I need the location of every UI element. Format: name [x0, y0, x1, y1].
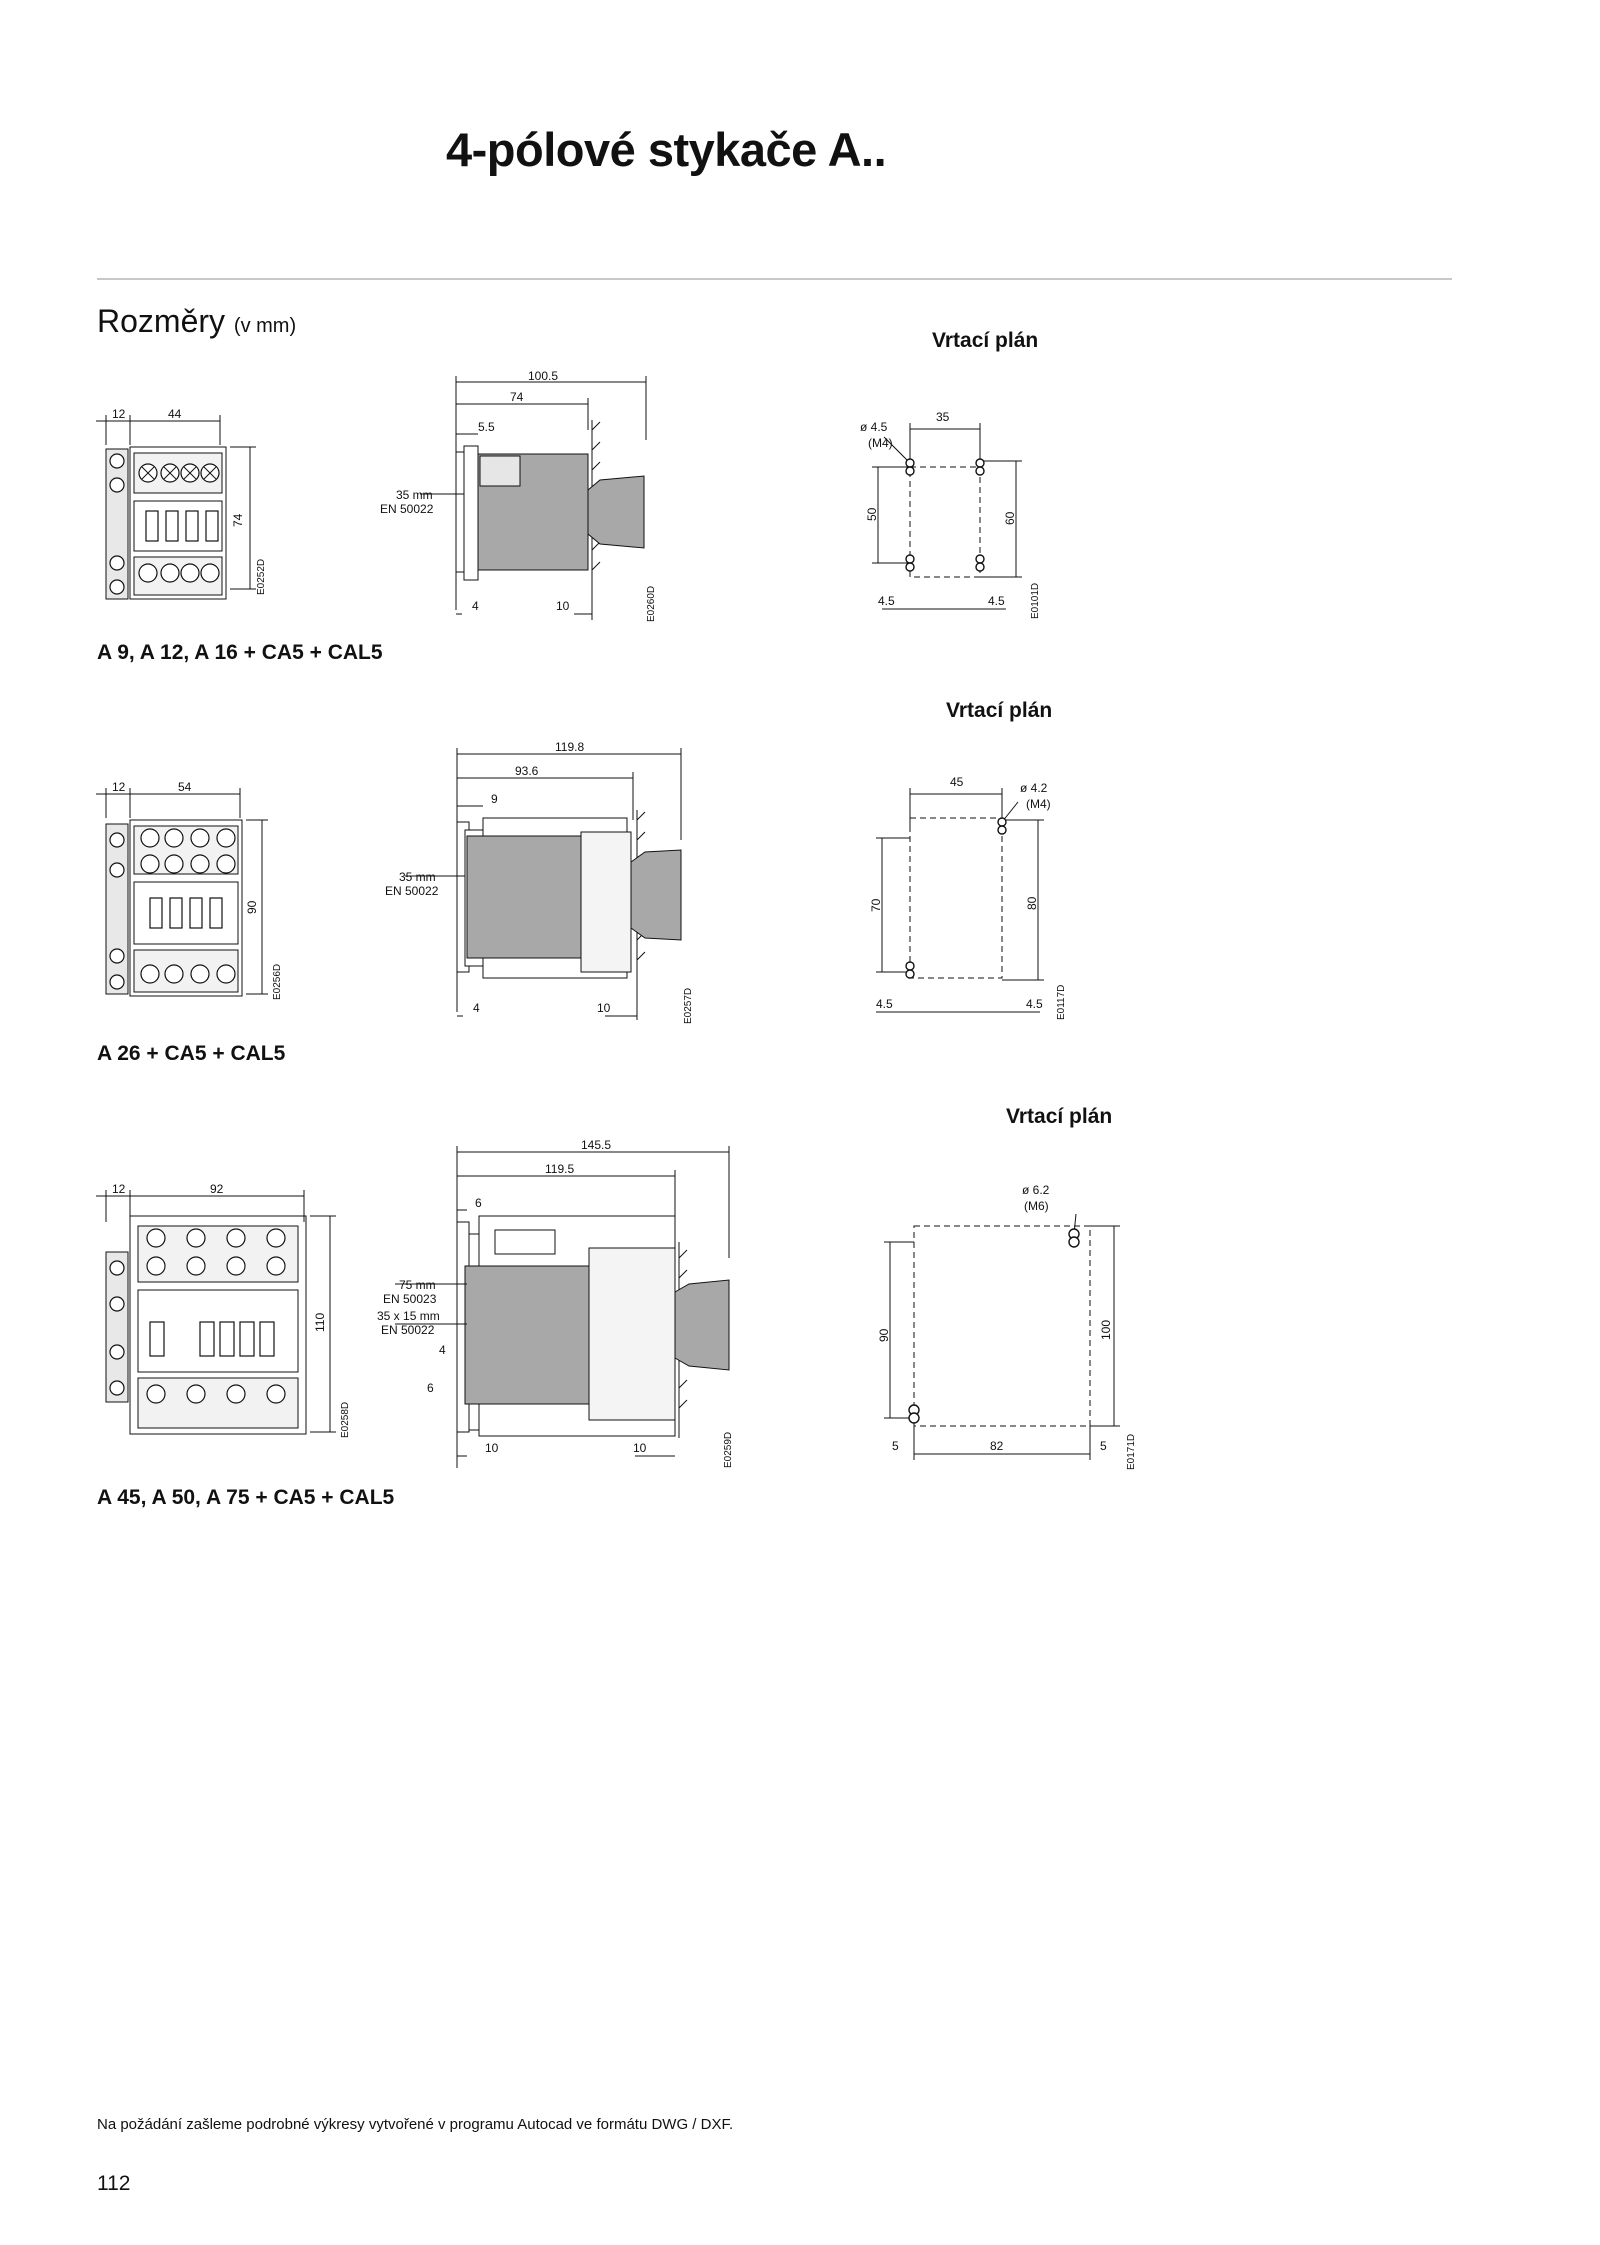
divider: [97, 278, 1452, 280]
side-dim-small-a-3: 4: [439, 1343, 446, 1357]
drill-span-y-total-1: 60: [1003, 511, 1017, 525]
side-dim-offset-2: 9: [491, 792, 498, 806]
drill-edge-left-2: 4.5: [876, 997, 893, 1011]
side-dim-total-1: 100.5: [528, 369, 559, 383]
drill-code-2: E0117D: [1056, 984, 1067, 1020]
drill-code-3: E0171D: [1126, 1433, 1137, 1470]
page-title: 4-pólové stykače A..: [446, 123, 887, 176]
group-caption-1: A 9, A 12, A 16 + CA5 + CAL5: [97, 641, 383, 664]
front-dim-main-3: 92: [210, 1182, 224, 1196]
front-dim-height-2: 90: [245, 900, 259, 914]
front-dim-height-1: 74: [231, 513, 245, 527]
front-code-2: E0256D: [272, 963, 283, 1000]
section-heading: [97, 303, 296, 340]
side-rail-std-3: EN 50023: [383, 1292, 437, 1306]
front-view-drawing-1: [90, 405, 270, 605]
side-rail2-std-3: EN 50022: [381, 1323, 435, 1337]
drill-span-y-total-2: 80: [1025, 896, 1039, 910]
drill-edge-right-3: 5: [1100, 1439, 1107, 1453]
front-dim-height-3: 110: [313, 1312, 327, 1332]
side-dim-offset-1: 5.5: [478, 420, 495, 434]
side-view-drawing-2: [375, 740, 695, 1030]
group-caption-3: A 45, A 50, A 75 + CA5 + CAL5: [97, 1486, 395, 1509]
drill-edge-left-3: 5: [892, 1439, 899, 1453]
side-dim-depth-1: 74: [510, 390, 524, 404]
side-view-drawing-1: [360, 370, 660, 630]
side-dim-total-2: 119.8: [555, 740, 585, 754]
drill-span-y-2: 70: [869, 898, 883, 912]
side-rail-std-1: EN 50022: [380, 502, 434, 516]
side-dim-right-2: 10: [597, 1001, 611, 1015]
drill-span-y-1: 50: [865, 507, 879, 521]
drill-plan-drawing-1: [856, 405, 1056, 625]
footnote: Na požádání zašleme podrobné výkresy vytvořené v programu Autocad ve formátu DWG / DXF.: [97, 2116, 734, 2133]
side-view-drawing-3: [375, 1138, 735, 1478]
drill-edge-left-1: 4.5: [878, 594, 895, 608]
drill-edge-right-1: 4.5: [988, 594, 1005, 608]
drill-plan-title-3: Vrtací plán: [1006, 1105, 1113, 1128]
page-number: 112: [97, 2172, 131, 2195]
drill-hole-2: ø 4.2: [1020, 781, 1048, 795]
drill-span-x-2: 45: [950, 775, 964, 789]
drill-code-1: E0101D: [1030, 582, 1041, 619]
side-rail-3: 75 mm: [399, 1278, 436, 1292]
side-code-3: E0259D: [723, 1431, 734, 1468]
side-dim-depth-3: 119.5: [545, 1162, 575, 1176]
side-dim-offset-3: 6: [475, 1196, 482, 1210]
side-code-2: E0257D: [683, 987, 694, 1024]
side-dim-left-2: 4: [473, 1001, 480, 1015]
drill-hole-3: ø 6.2: [1022, 1183, 1050, 1197]
side-dim-left-3: 10: [485, 1441, 499, 1455]
front-dim-main-2: 54: [178, 780, 192, 794]
drill-screw-3: (M6): [1024, 1199, 1049, 1213]
drill-span-x-1: 35: [936, 410, 950, 424]
drill-screw-1: (M4): [868, 436, 893, 450]
drill-span-y-total-3: 100: [1099, 1319, 1113, 1340]
front-dim-aux-2: 12: [112, 780, 126, 794]
drill-edge-right-2: 4.5: [1026, 997, 1043, 1011]
front-code-1: E0252D: [256, 558, 267, 595]
side-dim-small-b-3: 6: [427, 1381, 434, 1395]
front-code-3: E0258D: [340, 1401, 351, 1438]
side-rail2-3: 35 x 15 mm: [377, 1309, 440, 1323]
drill-span-y-3: 90: [877, 1328, 891, 1342]
side-code-1: E0260D: [646, 585, 657, 622]
side-dim-total-3: 145.5: [581, 1138, 612, 1152]
side-rail-std-2: EN 50022: [385, 884, 439, 898]
drill-plan-title-2: Vrtací plán: [946, 699, 1053, 722]
section-heading-text: Rozměry: [97, 303, 226, 339]
drill-plan-drawing-2: [860, 770, 1080, 1020]
front-view-drawing-2: [90, 778, 290, 1008]
front-dim-main-1: 44: [168, 407, 182, 421]
drill-plan-drawing-3: [870, 1180, 1150, 1470]
front-dim-aux-1: 12: [112, 407, 126, 421]
drill-screw-2: (M4): [1026, 797, 1051, 811]
drill-hole-1: ø 4.5: [860, 420, 888, 434]
drill-plan-title-1: Vrtací plán: [932, 329, 1039, 352]
section-heading-unit: (v mm): [233, 315, 297, 337]
side-dim-depth-2: 93.6: [515, 764, 539, 778]
front-dim-aux-3: 12: [112, 1182, 126, 1196]
drill-span-x-3: 82: [990, 1439, 1004, 1453]
side-rail-2: 35 mm: [399, 870, 436, 884]
group-caption-2: A 26 + CA5 + CAL5: [97, 1042, 286, 1065]
side-dim-right-3: 10: [633, 1441, 647, 1455]
side-dim-right-1: 10: [556, 599, 570, 613]
side-rail-1: 35 mm: [396, 488, 433, 502]
front-view-drawing-3: [90, 1182, 360, 1452]
side-dim-left-1: 4: [472, 599, 479, 613]
